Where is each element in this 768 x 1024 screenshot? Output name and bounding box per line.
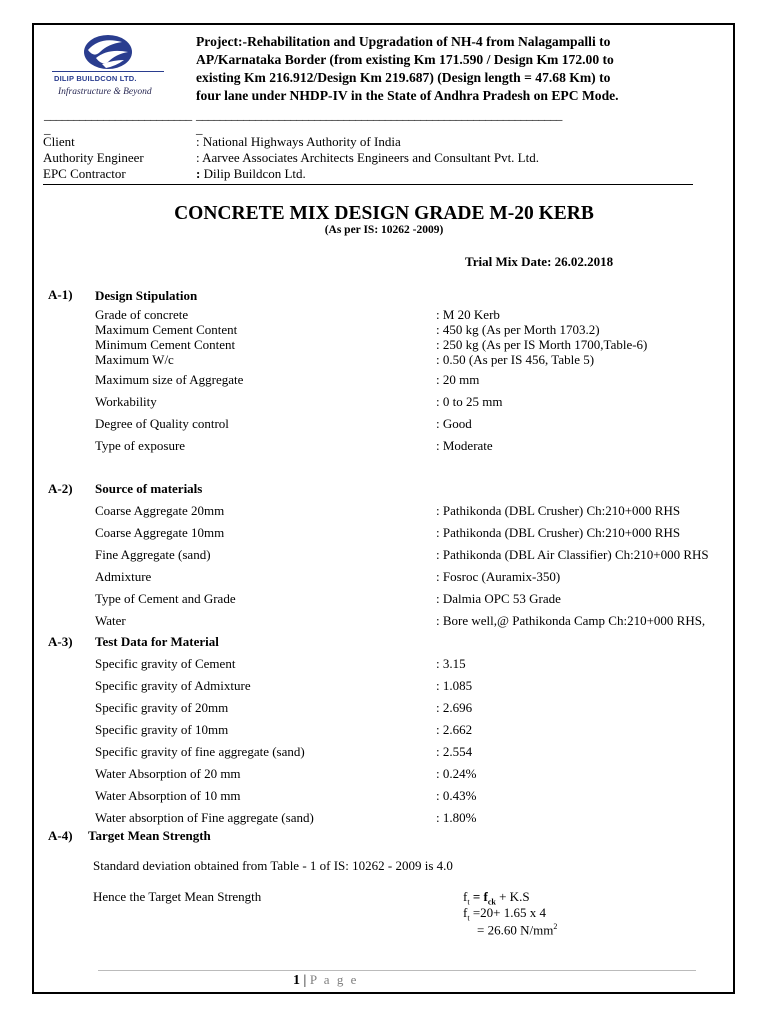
section-a4-heading: Target Mean Strength — [88, 828, 211, 843]
a2-row-value: : Dalmia OPC 53 Grade — [436, 591, 561, 606]
project-line: Project:-Rehabilitation and Upgradation of NH-4 from Nalagampalli to — [196, 34, 611, 49]
a1-row-value: : Good — [436, 416, 472, 431]
page-word: P a g e — [309, 972, 359, 987]
page-separator: | — [300, 973, 310, 988]
formula-t-sub: t — [467, 897, 470, 907]
logo-tagline: Infrastructure & Beyond — [58, 87, 152, 97]
a3-row-label: Water Absorption of 20 mm — [95, 766, 241, 781]
a2-row-label: Admixture — [95, 569, 152, 584]
a1-row-value: : Moderate — [436, 438, 493, 453]
a1-row-value: : 250 kg (As per IS Morth 1700,Table-6) — [436, 337, 648, 352]
a3-row-value: : 2.662 — [436, 722, 473, 737]
a2-row-label: Coarse Aggregate 20mm — [95, 503, 225, 518]
document-subtitle: (As per IS: 10262 -2009) — [324, 224, 444, 236]
logo-company-name: DILIP BUILDCON LTD. — [54, 74, 137, 83]
epc-name: Dilip Buildcon Ltd. — [200, 166, 306, 181]
formula-equals: = — [469, 889, 484, 904]
section-a3-number: A-3) — [48, 634, 73, 649]
a2-row-value: : Pathikonda (DBL Air Classifier) Ch:210+000 RHS — [436, 547, 709, 562]
a1-row-label: Grade of concrete — [95, 307, 189, 322]
a1-row-value: : 20 mm — [436, 372, 480, 387]
separator-underscores-left: _________________________ — [44, 107, 192, 122]
document-title: CONCRETE MIX DESIGN GRADE M-20 KERB — [174, 203, 594, 224]
a3-row-value: : 0.43% — [436, 788, 477, 803]
a1-row-label: Maximum size of Aggregate — [95, 372, 244, 387]
target-mean-strength-label: Hence the Target Mean Strength — [93, 889, 262, 904]
section-a1-heading: Design Stipulation — [95, 288, 198, 303]
a3-row-label: Specific gravity of 10mm — [95, 722, 229, 737]
a1-row-value: : 450 kg (As per Morth 1703.2) — [436, 322, 600, 337]
a3-row-value: : 2.696 — [436, 700, 473, 715]
a3-row-label: Specific gravity of 20mm — [95, 700, 229, 715]
project-line: existing Km 216.912/Design Km 219.687) (Design length = 47.68 Km) to — [196, 70, 611, 85]
formula-t-sub-2: t — [467, 913, 470, 923]
a3-row-value: : 3.15 — [436, 656, 466, 671]
a2-row-label: Coarse Aggregate 10mm — [95, 525, 225, 540]
project-description — [196, 33, 686, 105]
a3-row-label: Water absorption of Fine aggregate (sand) — [95, 810, 314, 825]
a3-row-value: : 1.80% — [436, 810, 477, 825]
formula-fck: f — [483, 889, 488, 904]
a3-row-label: Specific gravity of Cement — [95, 656, 236, 671]
a2-row-value: : Bore well,@ Pathikonda Camp Ch:210+000 RHS, — [436, 613, 706, 628]
a2-row-value: : Fosroc (Auramix-350) — [436, 569, 561, 584]
client-label: Client — [43, 134, 75, 149]
standard-deviation-text: Standard deviation obtained from Table - 1 of IS: 10262 - 2009 is 4.0 — [93, 858, 453, 873]
epc-colon: : — [196, 166, 201, 181]
section-a1-number: A-1) — [48, 287, 73, 302]
authority-engineer-label: Authority Engineer — [43, 150, 144, 165]
a1-row-value: : 0 to 25 mm — [436, 394, 503, 409]
separator-underscores-right: ______________________________________________________________ — [196, 107, 562, 122]
a2-row-label: Water — [95, 613, 126, 628]
epc-contractor-label: EPC Contractor — [43, 166, 126, 181]
epc-contractor-value — [196, 166, 306, 181]
formula-calc: =20+ 1.65 x 4 — [469, 905, 546, 920]
section-a4-number: A-4) — [48, 828, 73, 843]
formula-sup: 2 — [553, 922, 558, 931]
separator-underscore-tail-left: _ — [44, 121, 51, 136]
formula-line-3 — [477, 919, 557, 937]
a1-row-value: : 0.50 (As per IS 456, Table 5) — [436, 352, 595, 367]
formula-f: f — [463, 889, 468, 904]
formula-f2: f — [463, 905, 468, 920]
formula-result: = 26.60 N/mm — [477, 922, 554, 938]
a1-row-label: Maximum Cement Content — [95, 322, 238, 337]
a1-row-label: Minimum Cement Content — [95, 337, 236, 352]
a2-row-label: Type of Cement and Grade — [95, 591, 236, 606]
a3-row-label: Specific gravity of Admixture — [95, 678, 251, 693]
client-value: : National Highways Authority of India — [196, 134, 401, 149]
trial-mix-date: Trial Mix Date: 26.02.2018 — [465, 254, 614, 269]
a1-row-label: Workability — [95, 394, 157, 409]
a1-row-value: : M 20 Kerb — [436, 307, 500, 322]
project-line: four lane under NHDP-IV in the State of Andhra Pradesh on EPC Mode. — [196, 88, 619, 103]
section-a3-heading: Test Data for Material — [95, 634, 219, 649]
a2-row-value: : Pathikonda (DBL Crusher) Ch:210+000 RHS — [436, 525, 681, 540]
formula-ck-sub: ck — [487, 897, 496, 907]
a3-row-label: Specific gravity of fine aggregate (sand) — [95, 744, 305, 759]
page-number: 1 — [293, 973, 300, 988]
section-a2-number: A-2) — [48, 481, 73, 496]
a2-row-value: : Pathikonda (DBL Crusher) Ch:210+000 RHS — [436, 503, 681, 518]
a1-row-label: Maximum W/c — [95, 352, 174, 367]
page-footer — [293, 972, 358, 989]
a3-row-value: : 2.554 — [436, 744, 473, 759]
project-line: AP/Karnataka Border (from existing Km 171.590 / Design Km 172.00 to — [196, 52, 614, 67]
a3-row-label: Water Absorption of 10 mm — [95, 788, 241, 803]
formula-plus-ks: + K.S — [495, 889, 530, 904]
a1-row-label: Degree of Quality control — [95, 416, 229, 431]
footer-divider — [98, 970, 696, 971]
a1-row-label: Type of exposure — [95, 438, 186, 453]
header-divider — [43, 184, 693, 185]
a3-row-value: : 0.24% — [436, 766, 477, 781]
a3-row-value: : 1.085 — [436, 678, 473, 693]
a2-row-label: Fine Aggregate (sand) — [95, 547, 211, 562]
separator-underscore-tail-right: _ — [196, 121, 203, 136]
section-a2-heading: Source of materials — [95, 481, 203, 496]
authority-engineer-value: : Aarvee Associates Architects Engineers and Consultant Pvt. Ltd. — [196, 150, 539, 165]
